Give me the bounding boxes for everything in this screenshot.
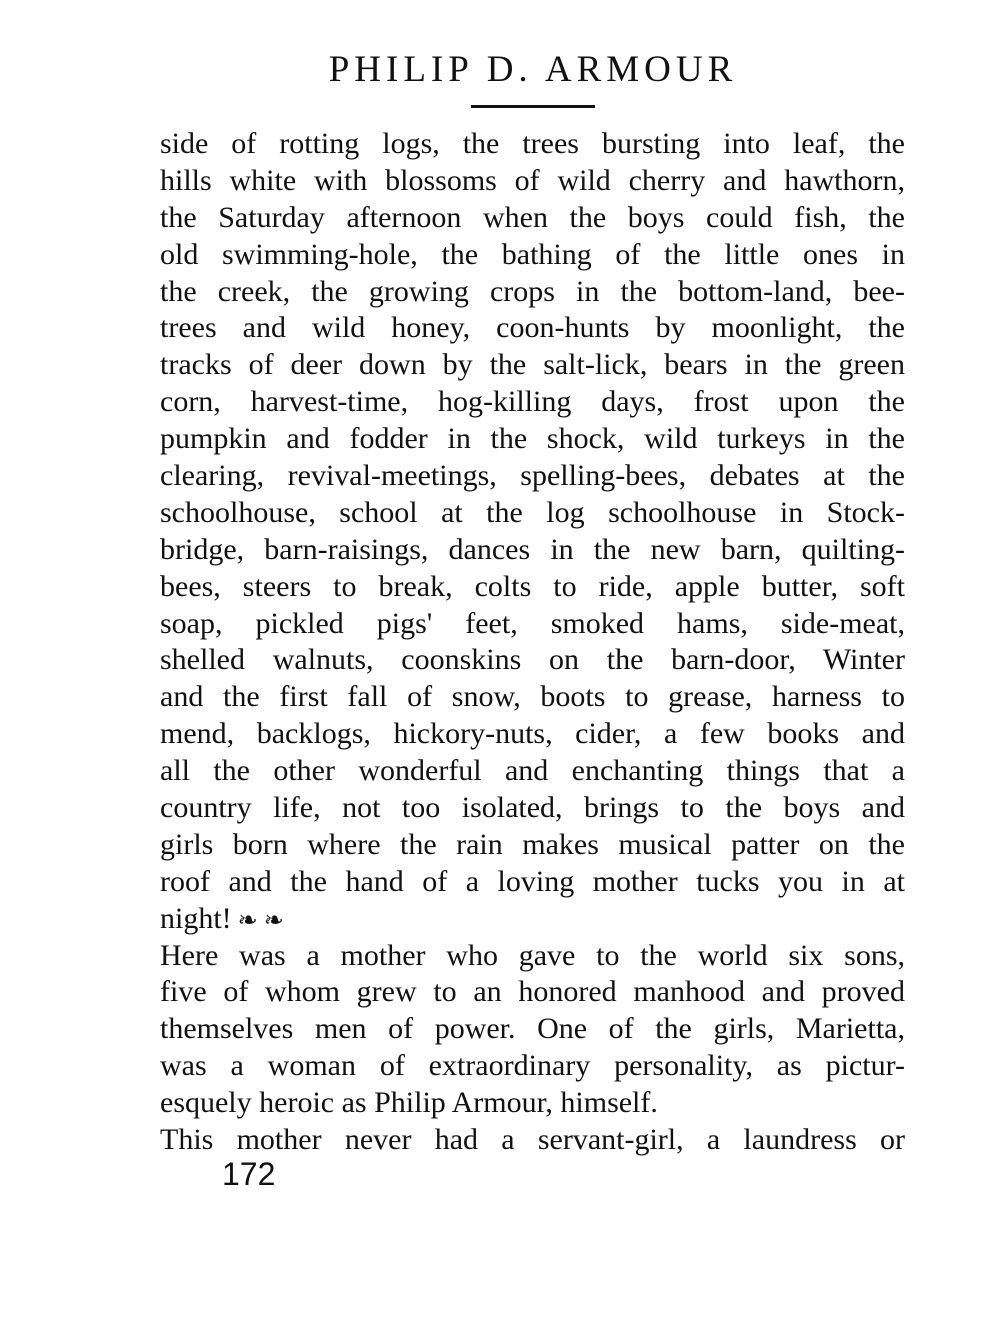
- body-text: [160, 126, 905, 1159]
- text-line: trees and wild honey, coon-hunts by moonlight, the: [160, 311, 905, 345]
- text-line: side of rotting logs, the trees bursting into leaf, the: [160, 127, 905, 160]
- text-line: corn, harvest-time, hog-killing days, frost upon the: [160, 385, 905, 419]
- text-line: tracks of deer down by the salt-lick, bears in the green: [160, 348, 905, 382]
- text-line: five of whom grew to an honored manhood and proved: [160, 975, 905, 1009]
- paragraph-end-line: [160, 901, 905, 938]
- text-line: old swimming-hole, the bathing of the little ones in: [160, 237, 905, 271]
- text-line: esquely heroic as Philip Armour, himself.: [160, 1086, 658, 1120]
- text-line: the creek, the growing crops in the bottom-land, bee-: [160, 274, 905, 308]
- page-number: 172: [222, 1156, 276, 1192]
- text-line: hills white with blossoms of wild cherry and hawthorn,: [160, 163, 905, 197]
- text-line: shelled walnuts, coonskins on the barn-door, Winter: [160, 643, 905, 677]
- text-line-end: night!: [160, 901, 232, 935]
- text-line: clearing, revival-meetings, spelling-bees, debates at the: [160, 459, 905, 493]
- text-line: Here was a mother who gave to the world six sons,: [160, 938, 905, 972]
- text-line: bridge, barn-raisings, dances in the new barn, quilting-: [160, 532, 905, 566]
- text-line: This mother never had a servant-girl, a laundress or: [160, 1123, 905, 1157]
- text-line: themselves men of power. One of the girls, Marietta,: [160, 1012, 905, 1046]
- text-line: schoolhouse, school at the log schoolhouse in Stock-: [160, 495, 905, 529]
- text-line: the Saturday afternoon when the boys could fish, the: [160, 200, 905, 234]
- running-head: PHILIP D. ARMOUR: [328, 49, 738, 90]
- text-line: mend, backlogs, hickory-nuts, cider, a few books and: [160, 717, 905, 751]
- text-line: all the other wonderful and enchanting things that a: [160, 754, 905, 788]
- text-line: girls born where the rain makes musical patter on the: [160, 827, 905, 861]
- leaf-ornament-icon: ❧ ❧: [237, 907, 284, 934]
- head-rule-divider: [471, 105, 595, 108]
- text-line: soap, pickled pigs' feet, smoked hams, side-meat,: [160, 606, 905, 640]
- text-line: roof and the hand of a loving mother tucks you in at: [160, 864, 905, 898]
- text-line: bees, steers to break, colts to ride, apple butter, soft: [160, 569, 905, 603]
- text-line: and the first fall of snow, boots to grease, harness to: [160, 680, 905, 714]
- text-line: country life, not too isolated, brings to the boys and: [160, 791, 905, 825]
- text-line: pumpkin and fodder in the shock, wild turkeys in the: [160, 422, 905, 456]
- text-line: was a woman of extraordinary personality, as pictur-: [160, 1049, 905, 1083]
